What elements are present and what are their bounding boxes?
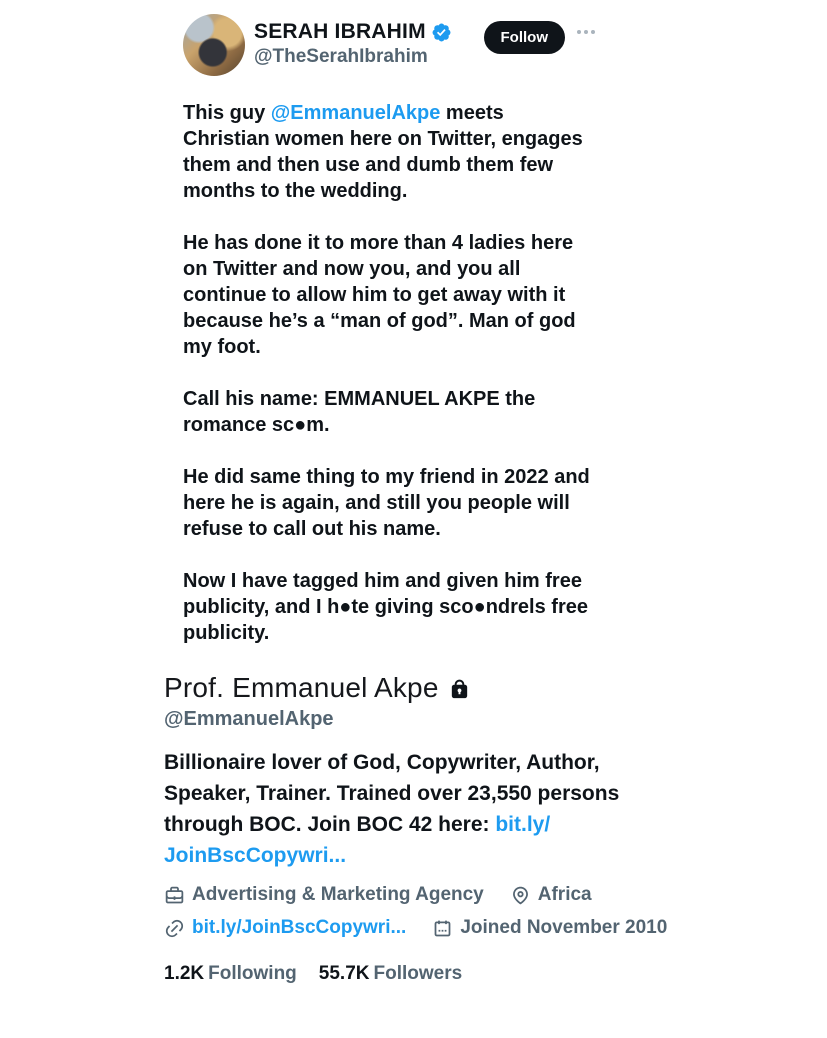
followers-stat[interactable] [319, 963, 462, 985]
bio-text: Billionaire lover of God, Copywriter, Author, Speaker, Trainer. Trained over 23,550 persons through BOC. Join BOC 42 here: [164, 751, 620, 836]
bio-link[interactable]: bit.ly/JoinBscCopywri... [164, 813, 551, 867]
more-menu-icon[interactable] [577, 30, 595, 34]
profile-name[interactable]: Prof. Emmanuel Akpe [164, 672, 439, 703]
briefcase-icon [164, 885, 185, 906]
website-item [164, 917, 406, 939]
tweet-paragraph: He did same thing to my friend in 2022 and here he is again, and still you people will refuse to call out his name. [183, 466, 590, 540]
profile-handle[interactable]: @EmmanuelAkpe [164, 708, 334, 730]
category-item [164, 884, 484, 906]
followers-label: Followers [373, 963, 463, 984]
author-handle[interactable]: @TheSerahIbrahim [254, 46, 428, 67]
verified-badge-icon [431, 22, 452, 43]
follow-button[interactable]: Follow [484, 21, 566, 54]
ellipsis-dot [577, 30, 581, 34]
following-label: Following [208, 963, 297, 984]
tweet-card [183, 14, 595, 646]
tweet-text: meets Christian women here on Twitter, engages them and then use and dumb them few months to the wedding. [183, 102, 583, 202]
joined-label: Joined November 2010 [460, 917, 668, 938]
lock-icon [448, 678, 471, 701]
author-block [254, 14, 484, 68]
website-link[interactable]: bit.ly/JoinBscCopywri... [192, 917, 407, 938]
profile-meta-row-1 [164, 884, 658, 906]
location-item [510, 884, 592, 906]
followers-count: 55.7K [318, 963, 370, 984]
location-label: Africa [537, 884, 592, 905]
profile-bio [164, 747, 658, 871]
link-icon [164, 918, 185, 939]
profile-meta-row-2 [164, 917, 668, 939]
tweet-paragraph [183, 100, 595, 204]
tweet-header [183, 14, 595, 76]
calendar-icon [432, 918, 453, 939]
tweet-text: This guy [183, 102, 271, 124]
category-label: Advertising & Marketing Agency [192, 884, 484, 905]
avatar[interactable] [183, 14, 245, 76]
following-count: 1.2K [164, 963, 205, 984]
author-name[interactable]: SERAH IBRAHIM [254, 20, 426, 43]
tweet-body [183, 100, 595, 646]
profile-stats [164, 963, 658, 985]
tweet-paragraph: He has done it to more than 4 ladies here on Twitter and now you, and you all continue to allow him to get away with it because he’s a “man of god”. Man of god my foot. [183, 232, 576, 358]
tweet-paragraph: Call his name: EMMANUEL AKPE the romance sc●m. [183, 388, 536, 436]
tweet-paragraph: Now I have tagged him and given him free publicity, and I h●te giving sco●ndrels free publicity. [183, 570, 588, 644]
joined-item [432, 917, 667, 939]
mention-link[interactable]: @EmmanuelAkpe [270, 102, 441, 124]
location-pin-icon [510, 885, 531, 906]
profile-card [164, 672, 668, 985]
following-stat[interactable] [164, 963, 297, 985]
ellipsis-dot [584, 30, 588, 34]
ellipsis-dot [591, 30, 595, 34]
screenshot-page [0, 14, 827, 1038]
